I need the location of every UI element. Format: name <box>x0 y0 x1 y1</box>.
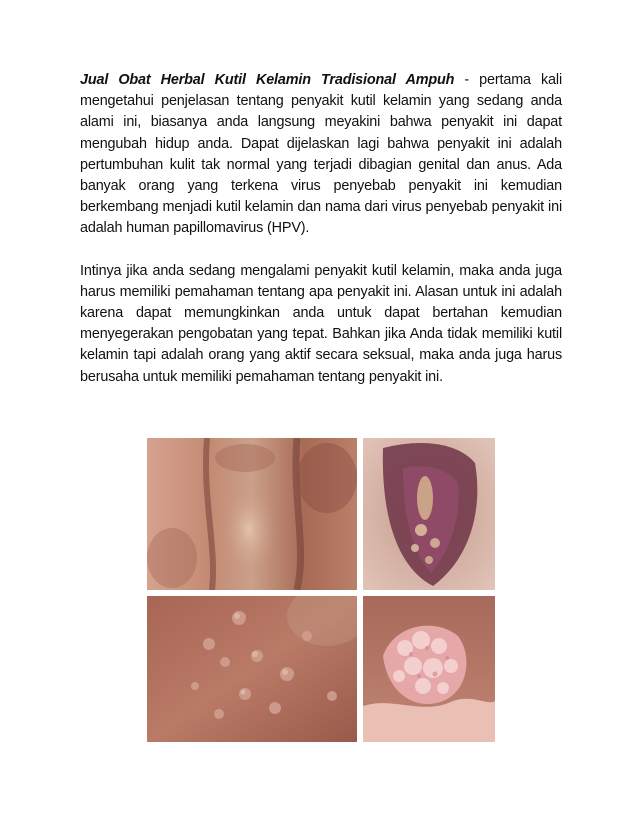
paragraph-2: Intinya jika anda sedang mengalami penyakit kutil kelamin, maka anda juga harus memiliki pemahaman tentang apa penyakit ini. Alasan untuk ini adalah karena dapat memungkinkan anda untuk dapat bertahan kemudian menyegerakan pengobatan yang tepat. Bahkan jika Anda tidak memiliki kutil kelamin tapi adalah orang yang aktif secara seksual, maka anda juga harus berusaha untuk memiliki pemahaman tentang penyakit ini. <box>80 262 562 385</box>
photo-panel-bottom-left <box>147 596 357 742</box>
clinical-photo-collage <box>143 438 495 742</box>
photo-panel-top-left <box>147 438 357 590</box>
photo-top-right-image <box>363 438 495 590</box>
paragraph-1 <box>80 70 562 240</box>
article-lead-title: Jual Obat Herbal Kutil Kelamin Tradisional Ampuh <box>80 72 455 88</box>
photo-bottom-left-image <box>147 596 357 742</box>
photo-top-left-image <box>147 438 357 590</box>
photo-panel-bottom-right <box>363 596 495 742</box>
paragraph-1-text: - pertama kali mengetahui penjelasan tentang penyakit kutil kelamin yang sedang anda alami ini, biasanya anda langsung meyakini bahwa penyakit ini dapat mengubah hidup anda. Dapat dijelaskan lagi bahwa penyakit ini adalah pertumbuhan kulit tak normal yang terjadi dibagian genital dan anus. Ada banyak orang yang terkena virus penyebab penyakit ini kemudian berkembang menjadi kutil kelamin dan nama dari virus penyebab penyakit ini adalah human papillomavirus (HPV). <box>80 72 562 237</box>
photo-bottom-right-image <box>363 596 495 742</box>
article-body <box>80 70 562 388</box>
photo-panel-top-right <box>363 438 495 590</box>
